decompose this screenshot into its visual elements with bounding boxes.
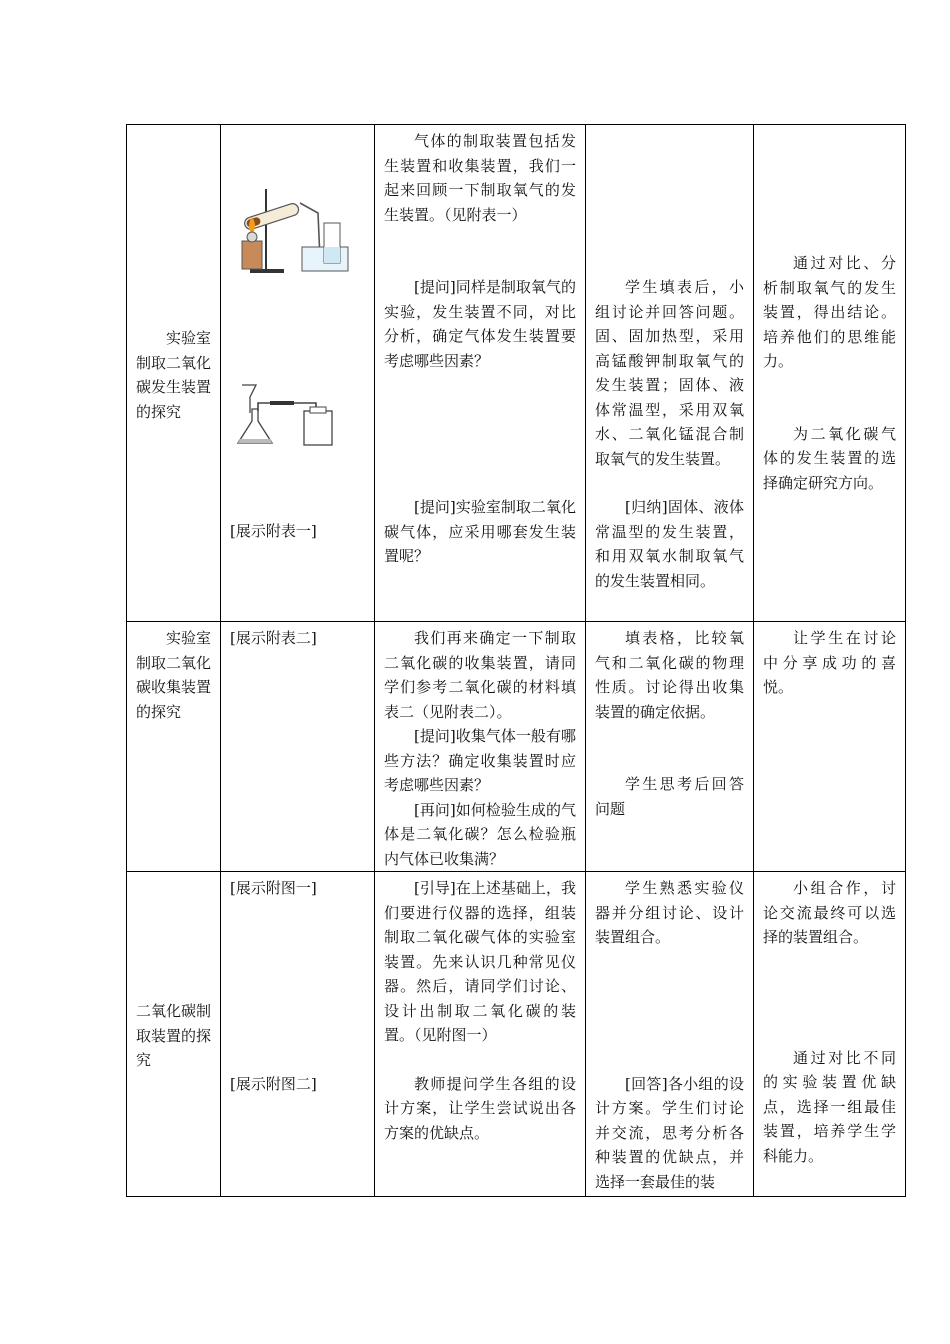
teacher-text: 我们再来确定一下制取二氧化碳的收集装置，请同学们参考二氧化碳的材料填表二（见附表二）。 [384,629,576,721]
intent-text: 通过对比不同的实验装置优缺点，选择一组最佳装置，培养学生学科能力。 [763,1048,896,1165]
student-text: 填表格，比较氧气和二氧化碳的物理性质。讨论得出收集装置的确定依据。 [595,629,744,721]
student-cell [586,622,754,872]
teacher-question: [提问]同样是制取氧气的实验，发生装置不同，对比分析，确定气体发生装置要考虑哪些因素？ [384,278,576,370]
intent-text: 让学生在讨论中分享成功的喜悦。 [763,629,896,696]
oxygen-heating-apparatus-figure [230,173,350,283]
student-cell [586,125,754,622]
student-cell [586,872,754,1197]
intent-text: 为二氧化碳气体的发生装置的选择确定研究方向。 [763,424,896,492]
oxygen-flask-apparatus-figure [230,381,350,451]
stage-text: 实验室制取二氧化碳发生装置的探究 [136,329,212,421]
table-row [127,872,906,1197]
teacher-cell [375,872,586,1197]
intent-text: 通过对比、分析制取氧气的发生装置，得出结论。培养他们的思维能力。 [763,254,896,370]
media-label: [展示附表二] [230,629,317,647]
stage-cell [127,622,221,872]
student-summary: [归纳]固体、液体常温型的发生装置，和用双氧水制取氧气的发生装置相同。 [595,498,744,590]
stage-text: 实验室制取二氧化碳收集装置的探究 [136,629,212,721]
stage-cell [127,125,221,622]
media-label: [展示附图一] [230,879,317,897]
student-answer: [回答]各小组的设计方案。学生们讨论并交流，思考分析各种装置的优缺点，并选择一套最佳的装 [595,1074,744,1191]
intent-cell [754,872,906,1197]
student-text: 学生填表后，小组讨论并回答问题。固、固加热型，采用高锰酸钾制取氧气的发生装置；固体、液体常温型，采用双氧水、二氧化锰混合制取氧气的发生装置。 [595,278,744,468]
teacher-question: [提问]实验室制取二氧化碳气体，应采用哪套发生装置呢？ [384,498,576,565]
media-label: [展示附图二] [230,1074,317,1093]
media-cell [221,872,375,1197]
intent-cell [754,125,906,622]
intent-text: 小组合作，讨论交流最终可以选择的装置组合。 [763,879,896,946]
table-row [127,622,906,872]
student-text: 学生思考后回答问题 [595,775,744,818]
teacher-cell [375,622,586,872]
student-text: 学生熟悉实验仪器并分组讨论、设计装置组合。 [595,879,744,946]
teacher-text: [引导]在上述基础上，我们要进行仪器的选择，组装制取二氧化碳气体的实验室装置。先来认识几种常见仪器。然后，请同学们讨论、设计出制取二氧化碳的装置。（见附图一） [384,879,576,1044]
teacher-text: 气体的制取装置包括发生装置和收集装置，我们一起来回顾一下制取氧气的发生装置。（见附表一） [384,132,576,224]
teacher-cell [375,125,586,622]
media-label: [展示附表一] [230,522,317,540]
teacher-question: [提问]收集气体一般有哪些方法？确定收集装置时应考虑哪些因素？ [384,727,576,794]
table-row [127,125,906,622]
stage-cell [127,872,221,1197]
lesson-plan-table [126,124,906,1197]
teacher-question: [再问]如何检验生成的气体是二氧化碳？怎么检验瓶内气体已收集满？ [384,800,576,868]
media-cell [221,125,375,622]
intent-cell [754,622,906,872]
teacher-question: 教师提问学生各组的设计方案，让学生尝试说出各方案的优缺点。 [384,1074,576,1142]
stage-text: 二氧化碳制取装置的探究 [136,1002,212,1070]
media-cell [221,622,375,872]
